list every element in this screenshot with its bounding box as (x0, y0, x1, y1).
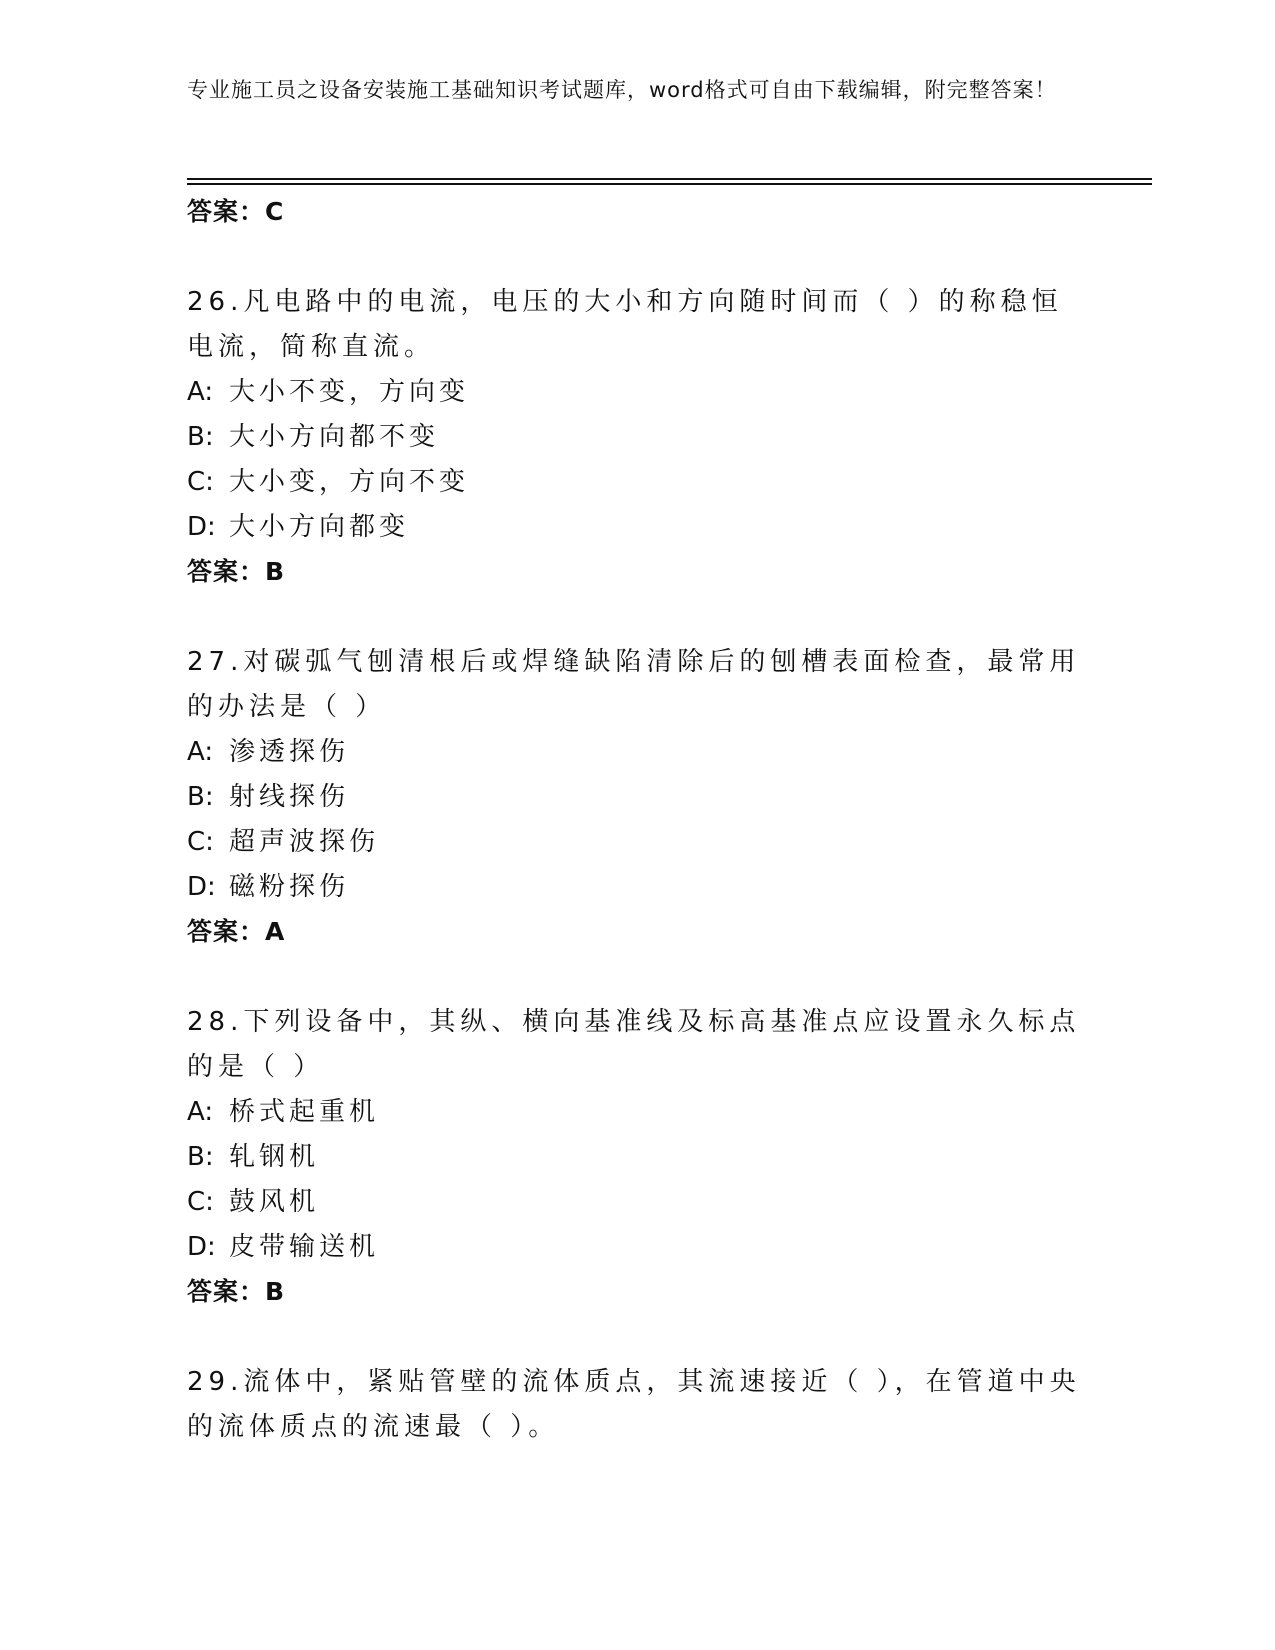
answer-line (187, 550, 1087, 594)
answer-value: B (265, 1277, 286, 1306)
option-letter: D: (187, 872, 216, 902)
option-letter: D: (187, 1232, 216, 1262)
option-c (187, 460, 1087, 505)
answer-label: 答案： (187, 1277, 266, 1306)
option-text: 大小方向都变 (229, 512, 410, 542)
option-text: 皮带输送机 (229, 1232, 380, 1262)
question-text: 26.凡电路中的电流，电压的大小和方向随时间而（ ）的称稳恒电流，简称直流。 (187, 287, 1063, 362)
option-letter: C: (187, 467, 214, 497)
option-a (187, 730, 1087, 775)
option-text: 超声波探伤 (229, 827, 380, 857)
question-text: 28.下列设备中，其纵、横向基准线及标高基准点应设置永久标点的是（ ） (187, 1007, 1081, 1082)
option-b (187, 775, 1087, 820)
option-text: 磁粉探伤 (229, 872, 350, 902)
option-letter: A: (187, 1097, 214, 1127)
question-26 (187, 280, 1087, 594)
answer-line-25 (187, 190, 1087, 234)
option-b (187, 415, 1087, 460)
option-text: 大小方向都不变 (229, 422, 440, 452)
option-text: 渗透探伤 (229, 737, 350, 767)
question-text: 29.流体中，紧贴管壁的流体质点，其流速接近（ ），在管道中央的流体质点的流速最（ ）。 (187, 1367, 1081, 1442)
question-27 (187, 640, 1087, 954)
option-letter: A: (187, 737, 214, 767)
option-letter: B: (187, 1142, 214, 1172)
option-letter: B: (187, 782, 214, 812)
answer-value: A (265, 917, 286, 946)
question-29 (187, 1360, 1087, 1450)
option-c (187, 820, 1087, 865)
option-letter: D: (187, 512, 216, 542)
header-rule-bottom (187, 183, 1152, 185)
header-rule-top (187, 178, 1152, 180)
answer-label: 答案： (187, 197, 266, 226)
option-letter: C: (187, 1187, 214, 1217)
option-a (187, 1090, 1087, 1135)
answer-value: C (265, 197, 285, 226)
option-letter: C: (187, 827, 214, 857)
answer-label: 答案： (187, 917, 266, 946)
option-letter: B: (187, 422, 214, 452)
option-a (187, 370, 1087, 415)
answer-line (187, 910, 1087, 954)
option-text: 大小不变，方向变 (229, 377, 470, 407)
option-b (187, 1135, 1087, 1180)
answer-line (187, 1270, 1087, 1314)
option-text: 射线探伤 (229, 782, 350, 812)
option-text: 桥式起重机 (229, 1097, 380, 1127)
option-letter: A: (187, 377, 214, 407)
option-d (187, 865, 1087, 910)
answer-value: B (265, 557, 286, 586)
question-28 (187, 1000, 1087, 1314)
option-text: 鼓风机 (229, 1187, 320, 1217)
option-text: 大小变，方向不变 (229, 467, 470, 497)
document-header: 专业施工员之设备安装施工基础知识考试题库，word格式可自由下载编辑，附完整答案！ (187, 78, 1057, 102)
option-d (187, 1225, 1087, 1270)
question-text: 27.对碳弧气刨清根后或焊缝缺陷清除后的刨槽表面检查，最常用的办法是（ ） (187, 647, 1081, 722)
answer-label: 答案： (187, 557, 266, 586)
question-list (187, 190, 1087, 1450)
option-c (187, 1180, 1087, 1225)
option-text: 轧钢机 (229, 1142, 320, 1172)
option-d (187, 505, 1087, 550)
